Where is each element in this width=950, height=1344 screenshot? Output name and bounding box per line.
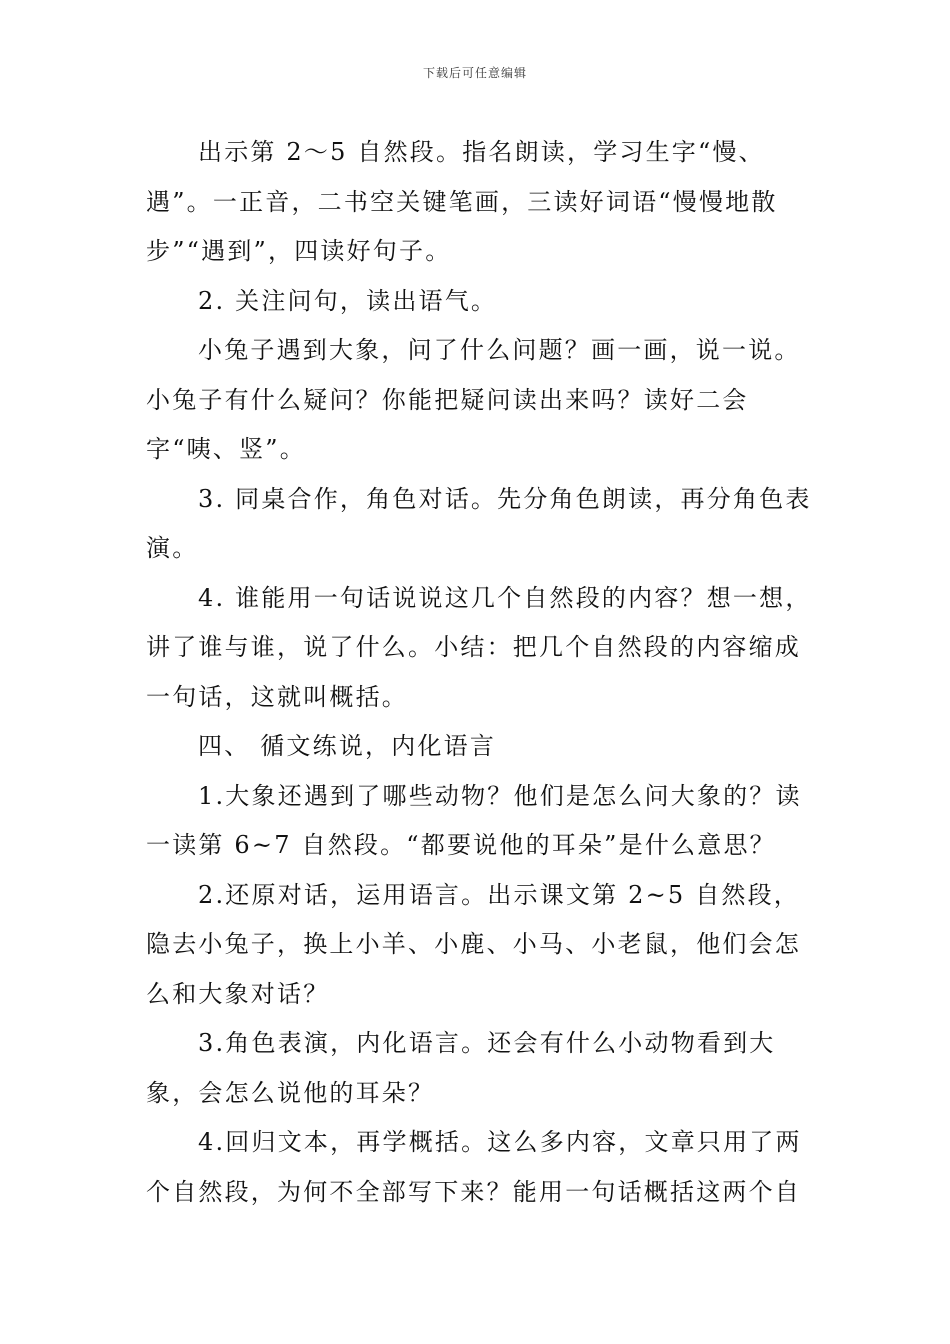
paragraph-step-2: 2. 关注问句，读出语气。: [198, 286, 498, 315]
paragraph-item-2: 2.还原对话，运用语言。出示课文第 2~5 自然段，隐去小兔子，换上小羊、小鹿、小马、小老鼠，他们会怎么和大象对话？: [146, 880, 801, 1008]
paragraph-show-section: 出示第 2～5 自然段。指名朗读，学习生字“慢、遇”。一正音，二书空关键笔画，三读好词语“慢慢地散步”“遇到”，四读好句子。: [146, 138, 778, 265]
paragraph-item-4: 4.回归文本，再学概括。这么多内容，文章只用了两个自然段，为何不全部写下来？能用一句话概括这两个自: [146, 1128, 802, 1206]
paragraph-item-3: 3.角色表演，内化语言。还会有什么小动物看到大象，会怎么说他的耳朵？: [146, 1029, 776, 1107]
document-body: [146, 128, 814, 1217]
paragraph-item-1: 1.大象还遇到了哪些动物？他们是怎么问大象的？读一读第 6~7 自然段。“都要说他的耳朵”是什么意思？: [146, 781, 802, 859]
section-heading-4: 四、 循文练说，内化语言: [198, 732, 497, 760]
paragraph-step-4: 4. 谁能用一句话说说这几个自然段的内容？想一想，讲了谁与谁，说了什么。小结：把几个自然段的内容缩成一句话，这就叫概括。: [146, 583, 812, 711]
page-header: 下载后可任意编辑: [422, 66, 527, 80]
paragraph-rabbit-question: 小兔子遇到大象，问了什么问题？画一画，说一说。小兔子有什么疑问？你能把疑问读出来吗？读好二会字“咦、竖”。: [146, 336, 801, 463]
paragraph-step-3: 3. 同桌合作，角色对话。先分角色朗读，再分角色表演。: [146, 484, 812, 562]
